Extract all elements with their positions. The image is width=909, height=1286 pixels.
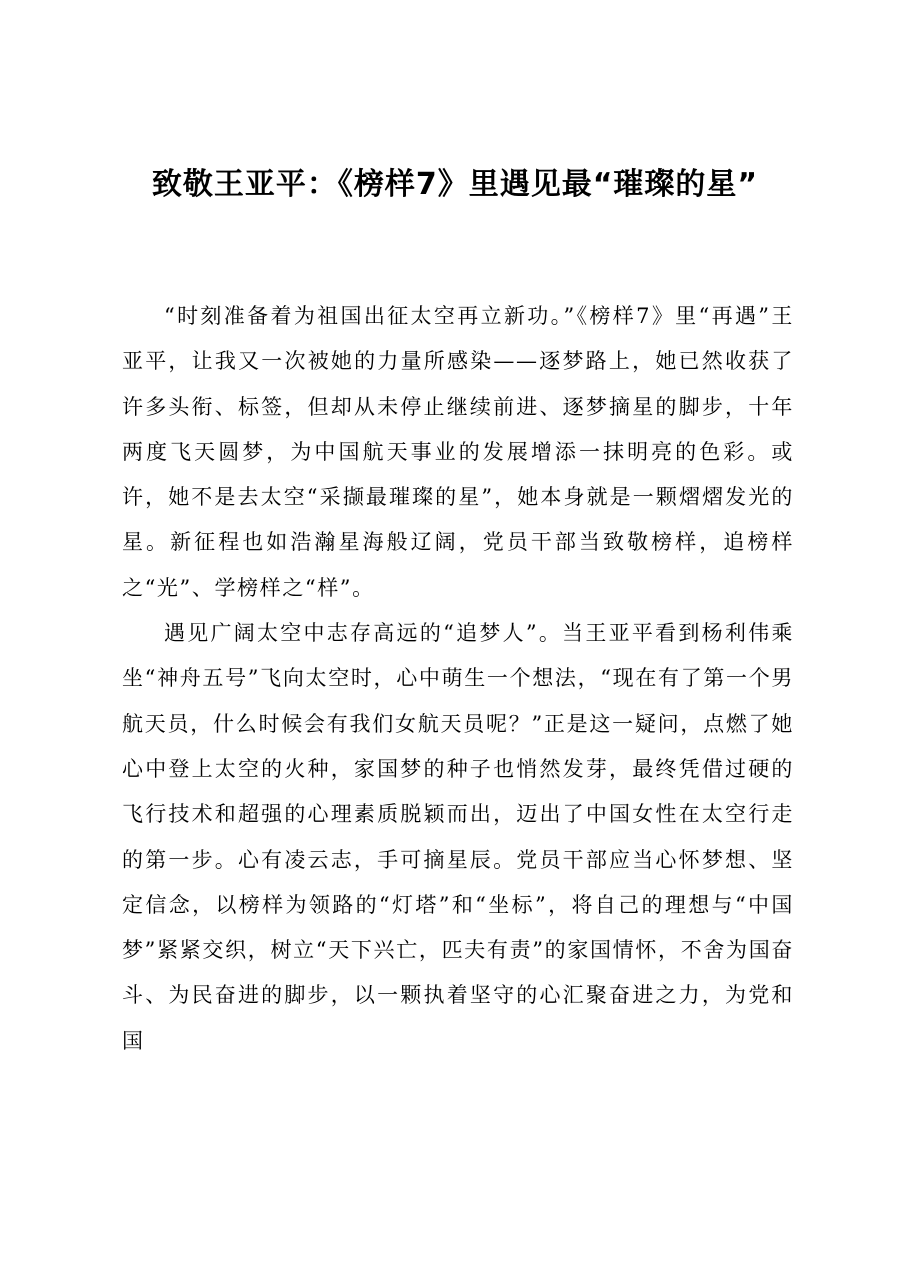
document-title: 致敬王亚平：《榜样7》里遇见最“璀璨的星” [151, 167, 759, 202]
paragraph-2: 遇见广阔太空中志存高远的“追梦人”。当王亚平看到杨利伟乘坐“神舟五号”飞向太空时，心中萌生一个想法，“现在有了第一个男航天员，什么时候会有我们女航天员呢？”正是这一疑问，点燃了她心中登上太空的火种，家国梦的种子也悄然发芽，最终凭借过硬的飞行技术和超强的心理素质脱颖而出，迈出了中国女性在太空行走的第一步。心有凌云志，手可摘星辰。党员干部应当心怀梦想、坚定信念，以榜样为领路的“灯塔”和“坐标”，将自己的理想与“中国梦”紧紧交织，树立“天下兴亡，匹夫有责”的家国情怀，不舍为国奋斗、为民奋进的脚步，以一颗执着坚守的心汇聚奋进之力，为党和国 [122, 621, 794, 1053]
paragraph-1: “时刻准备着为祖国出征太空再立新功。”《榜样7》里“再遇”王亚平，让我又一次被她的力量所感染——逐梦路上，她已然收获了许多头衔、标签，但却从未停止继续前进、逐梦摘星的脚步，十年两度飞天圆梦，为中国航天事业的发展增添一抹明亮的色彩。或许，她不是去太空“采撷最璀璨的星”，她本身就是一颗熠熠发光的星。新征程也如浩瀚星海般辽阔，党员干部当致敬榜样，追榜样之“光”、学榜样之“样”。 [122, 304, 794, 600]
document-body [122, 294, 794, 1064]
